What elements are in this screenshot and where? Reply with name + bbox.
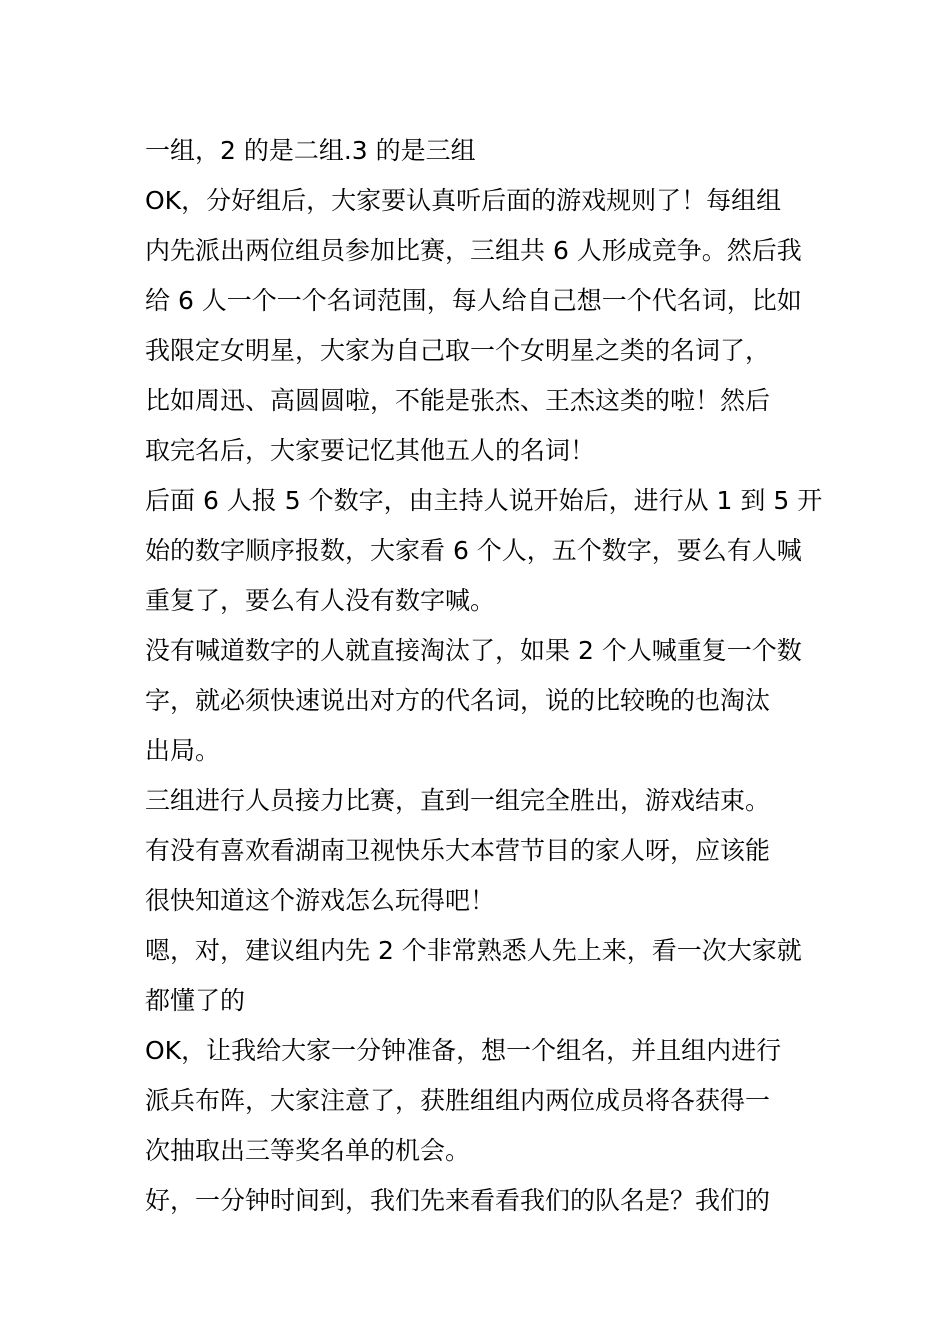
text-line: 很快知道这个游戏怎么玩得吧！	[145, 886, 496, 915]
text-line: 内先派出两位组员参加比赛，三组共 6 人形成竞争。然后我	[145, 236, 802, 265]
text-line: 出局。	[145, 736, 221, 765]
text-line: 取完名后，大家要记忆其他五人的名词！	[145, 436, 596, 465]
text-line: 嗯，对，建议组内先 2 个非常熟悉人先上来，看一次大家就	[145, 936, 802, 965]
text-line: OK，让我给大家一分钟准备，想一个组名，并且组内进行	[145, 1036, 782, 1065]
text-line: 比如周迅、高圆圆啦，不能是张杰、王杰这类的啦！然后	[145, 386, 771, 415]
text-line: 都懂了的	[145, 986, 246, 1015]
text-line: 后面 6 人报 5 个数字，由主持人说开始后，进行从 1 到 5 开	[145, 486, 823, 515]
text-line: 次抽取出三等奖名单的机会。	[145, 1136, 471, 1165]
text-line: 始的数字顺序报数，大家看 6 个人，五个数字，要么有人喊	[145, 536, 802, 565]
text-line: 字，就必须快速说出对方的代名词，说的比较晚的也淘汰	[145, 686, 771, 715]
text-line: 有没有喜欢看湖南卫视快乐大本营节目的家人呀，应该能	[145, 836, 771, 865]
text-line: 派兵布阵，大家注意了，获胜组组内两位成员将各获得一	[145, 1086, 771, 1115]
document-body	[145, 126, 823, 1226]
text-line: OK，分好组后，大家要认真听后面的游戏规则了！每组组	[145, 186, 782, 215]
text-line: 一组，2 的是二组.3 的是三组	[145, 136, 476, 165]
text-line: 重复了，要么有人没有数字喊。	[145, 586, 496, 615]
text-line: 我限定女明星，大家为自己取一个女明星之类的名词了，	[145, 336, 771, 365]
text-line: 没有喊道数字的人就直接淘汰了，如果 2 个人喊重复一个数	[145, 636, 802, 665]
text-line: 三组进行人员接力比赛，直到一组完全胜出，游戏结束。	[145, 786, 771, 815]
text-line: 给 6 人一个一个名词范围，每人给自己想一个代名词，比如	[145, 286, 802, 315]
text-line: 好，一分钟时间到，我们先来看看我们的队名是？我们的	[145, 1186, 771, 1215]
